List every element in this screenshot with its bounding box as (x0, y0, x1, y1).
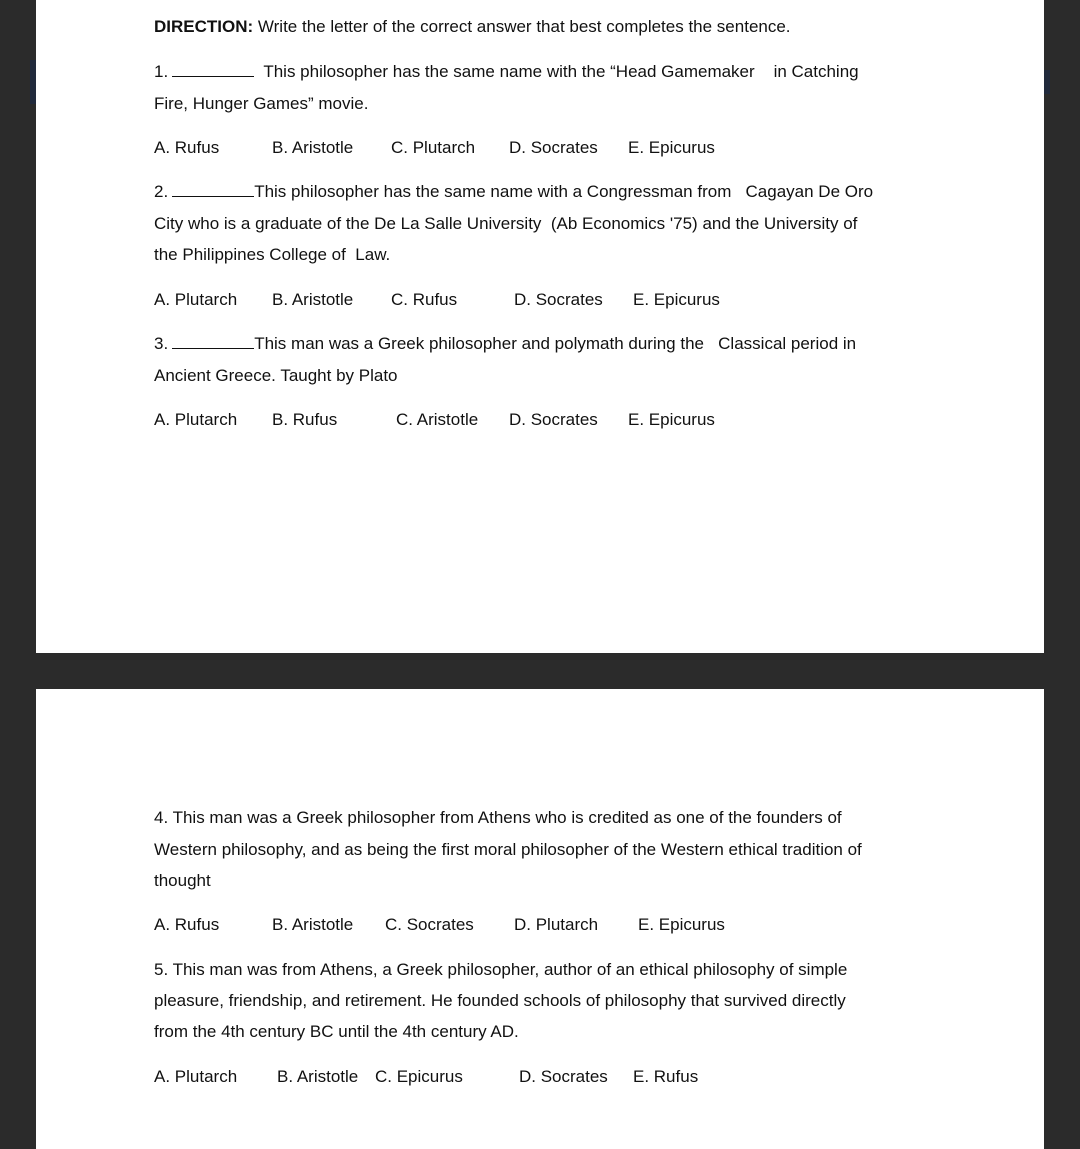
question-3-option-e: E. Epicurus (628, 410, 715, 429)
question-4-option-a: A. Rufus (154, 915, 220, 934)
question-5-option-d: D. Socrates (519, 1067, 608, 1086)
question-3-option-c: C. Aristotle (396, 410, 479, 429)
question-5-option-b: B. Aristotle (277, 1067, 359, 1086)
question-3-option-a: A. Plutarch (154, 410, 238, 429)
question-5-option-c: C. Epicurus (375, 1067, 463, 1086)
question-4-option-c: C. Socrates (385, 915, 474, 934)
question-2-option-c: C. Rufus (391, 290, 458, 309)
question-3-number: 3. (154, 334, 169, 353)
question-1-text-1: This philosopher has the same name with the “Head Gamemaker in Catching (263, 62, 859, 81)
question-1-options (154, 138, 924, 158)
question-2-line-1 (154, 182, 873, 202)
question-1-option-a: A. Rufus (154, 138, 220, 157)
question-2-answer-blank[interactable] (172, 182, 254, 197)
question-2-option-a: A. Plutarch (154, 290, 238, 309)
question-3-line-2: Ancient Greece. Taught by Plato (154, 366, 398, 385)
question-2-option-d: D. Socrates (514, 290, 603, 309)
question-5-line-3: from the 4th century BC until the 4th century AD. (154, 1022, 519, 1041)
question-4-option-e: E. Epicurus (638, 915, 725, 934)
question-1-option-d: D. Socrates (509, 138, 598, 157)
document-page-1 (36, 0, 1044, 653)
question-3-text-1: This man was a Greek philosopher and polymath during the Classical period in (254, 334, 857, 353)
question-2-line-2: City who is a graduate of the De La Salle University (Ab Economics '75) and the University of (154, 214, 858, 233)
question-2-option-e: E. Epicurus (633, 290, 720, 309)
question-4-option-d: D. Plutarch (514, 915, 599, 934)
question-1-option-b: B. Aristotle (272, 138, 354, 157)
question-2-number: 2. (154, 182, 169, 201)
question-1-line-1 (154, 62, 859, 82)
question-3-answer-blank[interactable] (172, 334, 254, 349)
question-4-option-b: B. Aristotle (272, 915, 354, 934)
question-2-line-3: the Philippines College of Law. (154, 245, 391, 264)
direction-line (154, 17, 791, 37)
question-4-line-1: 4. This man was a Greek philosopher from Athens who is credited as one of the founders of (154, 808, 842, 827)
question-4-line-2: Western philosophy, and as being the first moral philosopher of the Western ethical tradition of (154, 840, 862, 859)
question-5-options (154, 1067, 924, 1087)
question-1-option-c: C. Plutarch (391, 138, 476, 157)
question-2-options (154, 290, 924, 310)
question-4-options (154, 915, 924, 935)
question-5-option-e: E. Rufus (633, 1067, 699, 1086)
question-3-options (154, 410, 924, 430)
question-2-option-b: B. Aristotle (272, 290, 354, 309)
question-3-option-b: B. Rufus (272, 410, 338, 429)
question-1-answer-blank[interactable] (172, 62, 254, 77)
question-1-option-e: E. Epicurus (628, 138, 715, 157)
question-1-number: 1. (154, 62, 169, 81)
question-1-line-2: Fire, Hunger Games” movie. (154, 94, 369, 113)
question-5-option-a: A. Plutarch (154, 1067, 238, 1086)
question-3-option-d: D. Socrates (509, 410, 598, 429)
question-5-line-2: pleasure, friendship, and retirement. He founded schools of philosophy that survived directly (154, 991, 846, 1010)
document-page-2 (36, 689, 1044, 1149)
direction-label: DIRECTION: (154, 17, 254, 36)
direction-text: Write the letter of the correct answer that best completes the sentence. (257, 17, 791, 36)
question-5-line-1: 5. This man was from Athens, a Greek philosopher, author of an ethical philosophy of simple (154, 960, 848, 979)
question-4-line-3: thought (154, 871, 211, 890)
question-2-text-1: This philosopher has the same name with a Congressman from Cagayan De Oro (254, 182, 874, 201)
question-3-line-1 (154, 334, 856, 354)
